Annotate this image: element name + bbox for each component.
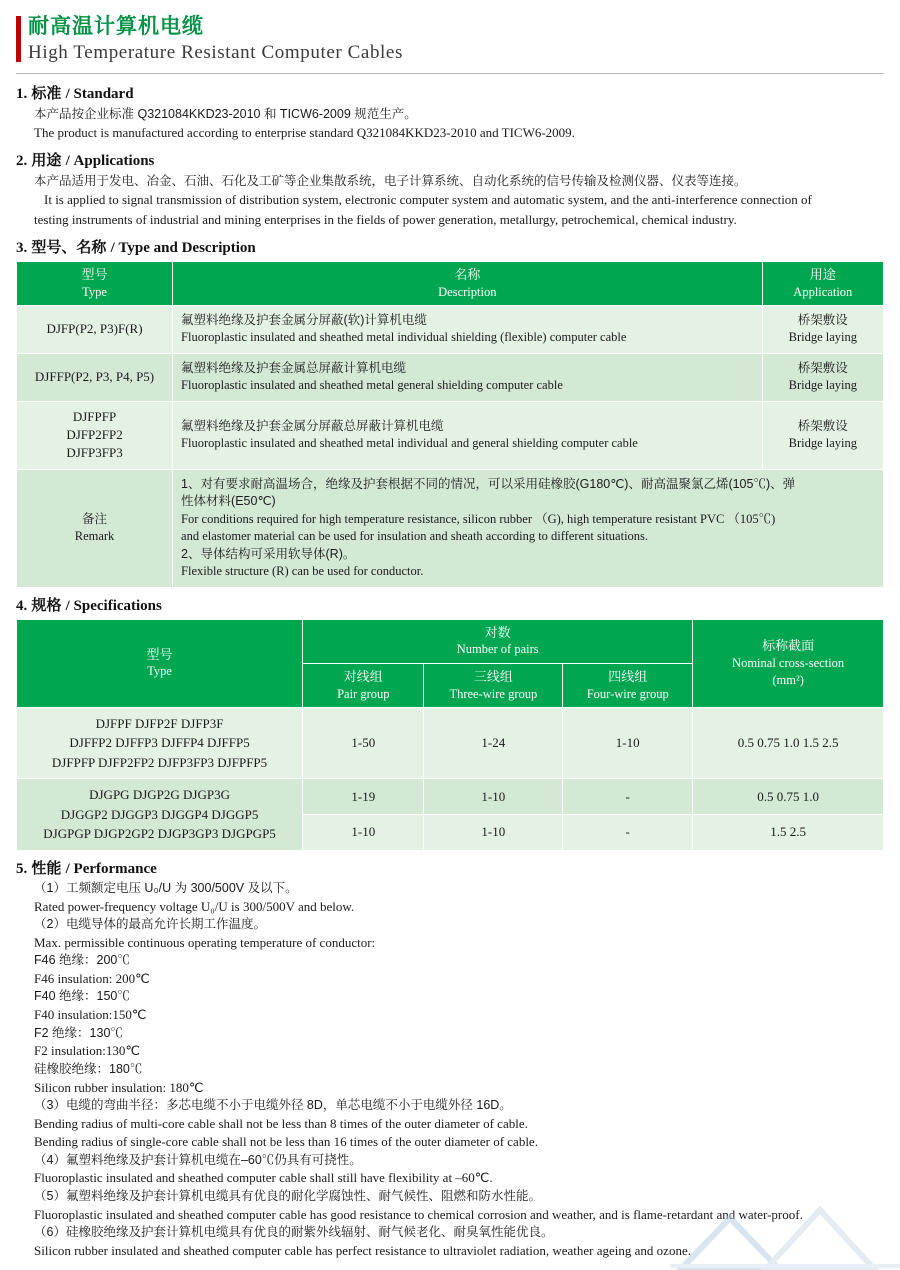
- remark-line: and elastomer material can be used for insulation and sheath according to different situations.: [181, 529, 649, 544]
- three-wire-en: Three-wire group: [449, 686, 538, 701]
- column-header-type-cn: 型号: [81, 266, 108, 282]
- description-en: Fluoroplastic insulated and sheathed metal general shielding computer cable: [181, 378, 563, 393]
- performance-list: [34, 880, 884, 1260]
- section-heading-standard: [16, 82, 884, 103]
- column-header-four-wire-group: [563, 663, 693, 707]
- cell-description: [173, 305, 763, 353]
- performance-item: （1）工频额定电压 U₀/U 为 300/500V 及以下。: [34, 880, 298, 895]
- cell-three-wire-group: 1-10: [424, 815, 563, 851]
- section-title-standard-cn: 标准: [31, 85, 62, 103]
- spec-row: [17, 779, 884, 815]
- pairs-cn: 对数: [484, 624, 511, 640]
- pair-group-en: Pair group: [337, 686, 390, 701]
- column-header-application: [762, 261, 883, 305]
- column-header-type: [17, 261, 173, 305]
- standard-text-cn: 本产品按企业标准 Q321084KKD23-2010 和 TICW6-2009 规范生产。: [34, 107, 417, 122]
- cell-nominal-cross-section: 0.5 0.75 1.0: [693, 779, 884, 815]
- application-en: Bridge laying: [788, 436, 857, 451]
- cell-four-wire-group: 1-10: [563, 707, 693, 779]
- three-wire-cn: 三线组: [473, 668, 513, 684]
- applications-text-en-line2: testing instruments of industrial and mining enterprises in the fields of power generation, metallurgy, petrochemical, chemical industry.: [34, 211, 737, 227]
- type-code: DJFP3FP3: [66, 445, 123, 461]
- spec-type-code: DJFFP2 DJFFP3 DJFFP4 DJFFP5: [69, 735, 250, 751]
- spec-row: [17, 707, 884, 779]
- cell-four-wire-group: -: [563, 815, 693, 851]
- section-heading-type: [16, 236, 884, 257]
- performance-item: Fluoroplastic insulated and sheathed computer cable shall still have flexibility at –60℃.: [34, 1170, 493, 1186]
- page-title-en: High Temperature Resistant Computer Cables: [28, 42, 403, 64]
- remark-line: 1、对有要求耐高温场合，绝缘及护套根据不同的情况，可以采用硅橡胶(G180℃)、耐高温聚氯乙烯(105℃)、弹: [181, 476, 796, 491]
- cell-pair-group: 1-10: [303, 815, 424, 851]
- column-header-three-wire-group: [424, 663, 563, 707]
- standard-text-en: The product is manufactured according to enterprise standard Q321084KKD23-2010 and TICW6-2009.: [34, 125, 575, 141]
- cell-nominal-cross-section: 0.5 0.75 1.0 1.5 2.5: [693, 707, 884, 779]
- application-en: Bridge laying: [788, 378, 857, 393]
- application-cn: 桥架敷设: [797, 360, 848, 375]
- section-heading-specifications: [16, 594, 884, 615]
- cell-three-wire-group: 1-10: [424, 779, 563, 815]
- type-code: DJFFP(P2, P3, P4, P5): [34, 369, 155, 385]
- table-row: [17, 353, 884, 401]
- cell-remark-label: [17, 469, 173, 587]
- cell-application: [762, 353, 883, 401]
- application-cn: 桥架敷设: [797, 418, 848, 433]
- performance-item: Rated power-frequency voltage U₀/U is 300/500V and below.: [34, 898, 355, 914]
- column-header-description-en: Description: [438, 284, 497, 299]
- header-divider: [16, 73, 884, 74]
- cell-type: [17, 305, 173, 353]
- type-code: DJFPFP: [72, 408, 117, 424]
- performance-item: （3）电缆的弯曲半径：多芯电缆不小于电缆外径 8D，单芯电缆不小于电缆外径 16D。: [34, 1098, 512, 1113]
- cell-three-wire-group: 1-24: [424, 707, 563, 779]
- section-title-specs-cn: 规格: [31, 596, 62, 614]
- cell-remark-content: [173, 469, 884, 587]
- spec-type-code: DJFPFP DJFP2FP2 DJFP3FP3 DJFPFP5: [51, 754, 268, 770]
- performance-item: F40 insulation:150℃: [34, 1007, 147, 1023]
- table-row: [17, 401, 884, 469]
- type-code: DJFP(P2, P3)F(R): [46, 321, 143, 337]
- application-cn: 桥架敷设: [797, 312, 848, 327]
- cell-description: [173, 401, 763, 469]
- performance-item: F40 绝缘：150℃: [34, 989, 130, 1004]
- section-title-performance-cn: 性能: [31, 859, 62, 877]
- section-unit: (mm²): [772, 672, 804, 687]
- performance-item: 硅橡胶绝缘：180℃: [34, 1061, 143, 1076]
- performance-item: Bending radius of single-core cable shall not be less than 16 times of the outer diameter of cable.: [34, 1134, 538, 1150]
- column-header-application-en: Application: [793, 284, 853, 299]
- section-title-applications-en: / Applications: [65, 153, 155, 170]
- section-number-4: 4.: [16, 597, 28, 614]
- pairs-en: Number of pairs: [456, 642, 539, 657]
- cell-spec-types: [17, 707, 303, 779]
- spec-type-code: DJGGP2 DJGGP3 DJGGP4 DJGGP5: [60, 806, 259, 822]
- type-description-table: [16, 261, 884, 588]
- remark-line: Flexible structure (R) can be used for conductor.: [181, 564, 424, 579]
- performance-item: F2 insulation:130℃: [34, 1043, 140, 1059]
- pair-group-cn: 对线组: [343, 668, 383, 684]
- cell-application: [762, 401, 883, 469]
- header-accent-bar: [16, 16, 21, 62]
- cell-pair-group: 1-50: [303, 707, 424, 779]
- column-header-description-cn: 名称: [454, 266, 481, 282]
- performance-item: （6）硅橡胶绝缘及护套计算机电缆具有优良的耐紫外线辐射、耐气候老化、耐臭氧性能优良。: [34, 1225, 554, 1240]
- performance-item: F46 绝缘：200℃: [34, 953, 130, 968]
- spec-type-code: DJGPGP DJGP2GP2 DJGP3GP3 DJGPGP5: [43, 826, 276, 842]
- four-wire-en: Four-wire group: [586, 686, 669, 701]
- section-title-standard-en: / Standard: [65, 86, 134, 103]
- type-code: DJFP2FP2: [66, 427, 123, 443]
- column-header-description: [173, 261, 763, 305]
- table-row: [17, 305, 884, 353]
- cell-type: [17, 401, 173, 469]
- section-title-type-en: / Type and Description: [110, 239, 256, 256]
- section-heading-applications: [16, 149, 884, 170]
- cell-nominal-cross-section: 1.5 2.5: [693, 815, 884, 851]
- page-title-cn: 耐高温计算机电缆: [28, 15, 204, 38]
- cell-application: [762, 305, 883, 353]
- section-number-5: 5.: [16, 860, 28, 877]
- section-number-3: 3.: [16, 239, 28, 256]
- section-en: Nominal cross-section: [732, 656, 845, 671]
- column-header-type-en: Type: [82, 284, 107, 299]
- page-header: [16, 14, 884, 65]
- description-en: Fluoroplastic insulated and sheathed metal individual and general shielding computer cable: [181, 436, 638, 451]
- performance-item: Bending radius of multi-core cable shall not be less than 8 times of the outer diameter of cable.: [34, 1115, 528, 1131]
- performance-item: Fluoroplastic insulated and sheathed computer cable has good resistance to chemical corrosion and weather, and is flame-retardant and water-proof.: [34, 1206, 803, 1222]
- description-en: Fluoroplastic insulated and sheathed metal individual shielding (flexible) computer cable: [181, 330, 627, 345]
- remark-line: For conditions required for high temperature resistance, silicon rubber （G), high temperature resistant PVC （105℃): [181, 511, 776, 526]
- performance-item: F2 绝缘：130℃: [34, 1025, 123, 1040]
- performance-item: （4）氟塑料绝缘及护套计算机电缆在–60℃仍具有可挠性。: [34, 1152, 362, 1167]
- column-header-pair-group: [303, 663, 424, 707]
- section-title-type-cn: 型号、名称: [31, 238, 107, 256]
- column-header-nominal-cross-section: [693, 619, 884, 707]
- remark-line: 2、导体结构可采用软导体(R)。: [181, 546, 356, 561]
- performance-item: F46 insulation: 200℃: [34, 970, 150, 986]
- section-title-performance-en: / Performance: [65, 860, 157, 877]
- performance-item: Max. permissible continuous operating temperature of conductor:: [34, 934, 376, 950]
- application-en: Bridge laying: [788, 330, 857, 345]
- applications-text-cn: 本产品适用于发电、冶金、石油、石化及工矿等企业集散系统，电子计算系统、自动化系统的信号传输及检测仪器、仪表等连接。: [34, 174, 747, 189]
- spec-type-en: Type: [147, 664, 172, 679]
- column-header-number-of-pairs: [303, 619, 693, 663]
- specifications-table: [16, 619, 884, 851]
- remark-label-en: Remark: [74, 529, 115, 544]
- spec-type-code: DJGPG DJGP2G DJGP3G: [89, 787, 230, 803]
- section-cn: 标称截面: [762, 638, 815, 654]
- section-number-1: 1.: [16, 86, 28, 103]
- section-heading-performance: [16, 857, 884, 878]
- performance-item: （5）氟塑料绝缘及护套计算机电缆具有优良的耐化学腐蚀性、耐气候性、阻燃和防水性能。: [34, 1188, 541, 1203]
- spec-type-cn: 型号: [146, 646, 173, 662]
- spec-type-code: DJFPF DJFP2F DJFP3F: [95, 715, 224, 731]
- remark-label-cn: 备注: [82, 511, 108, 526]
- cell-pair-group: 1-19: [303, 779, 424, 815]
- performance-item: Silicon rubber insulated and sheathed computer cable has perfect resistance to ultraviolet radiation, weather ageing and ozone.: [34, 1242, 691, 1258]
- performance-item: Silicon rubber insulation: 180℃: [34, 1079, 204, 1095]
- table-header-row: [17, 261, 884, 305]
- applications-text-en-line1: It is applied to signal transmission of distribution system, electronic computer system and automatic system, and the anti-interference connection of: [44, 192, 812, 208]
- four-wire-cn: 四线组: [608, 668, 648, 684]
- section-title-applications-cn: 用途: [31, 152, 62, 170]
- spec-header-row-1: [17, 619, 884, 663]
- column-header-spec-type: [17, 619, 303, 707]
- remark-line: 性体材料(E50℃): [181, 494, 276, 509]
- section-title-specs-en: / Specifications: [65, 597, 162, 614]
- column-header-application-cn: 用途: [809, 266, 836, 282]
- performance-item: （2）电缆导体的最高允许长期工作温度。: [34, 917, 266, 932]
- description-cn: 氟塑料绝缘及护套金属总屏蔽计算机电缆: [181, 360, 407, 375]
- section-number-2: 2.: [16, 153, 28, 170]
- description-cn: 氟塑料绝缘及护套金属分屏蔽总屏蔽计算机电缆: [181, 418, 444, 433]
- cell-spec-types: [17, 779, 303, 851]
- cell-description: [173, 353, 763, 401]
- table-row-remark: [17, 469, 884, 587]
- cell-four-wire-group: -: [563, 779, 693, 815]
- cell-type: [17, 353, 173, 401]
- description-cn: 氟塑料绝缘及护套金属分屏蔽(软)计算机电缆: [181, 312, 427, 327]
